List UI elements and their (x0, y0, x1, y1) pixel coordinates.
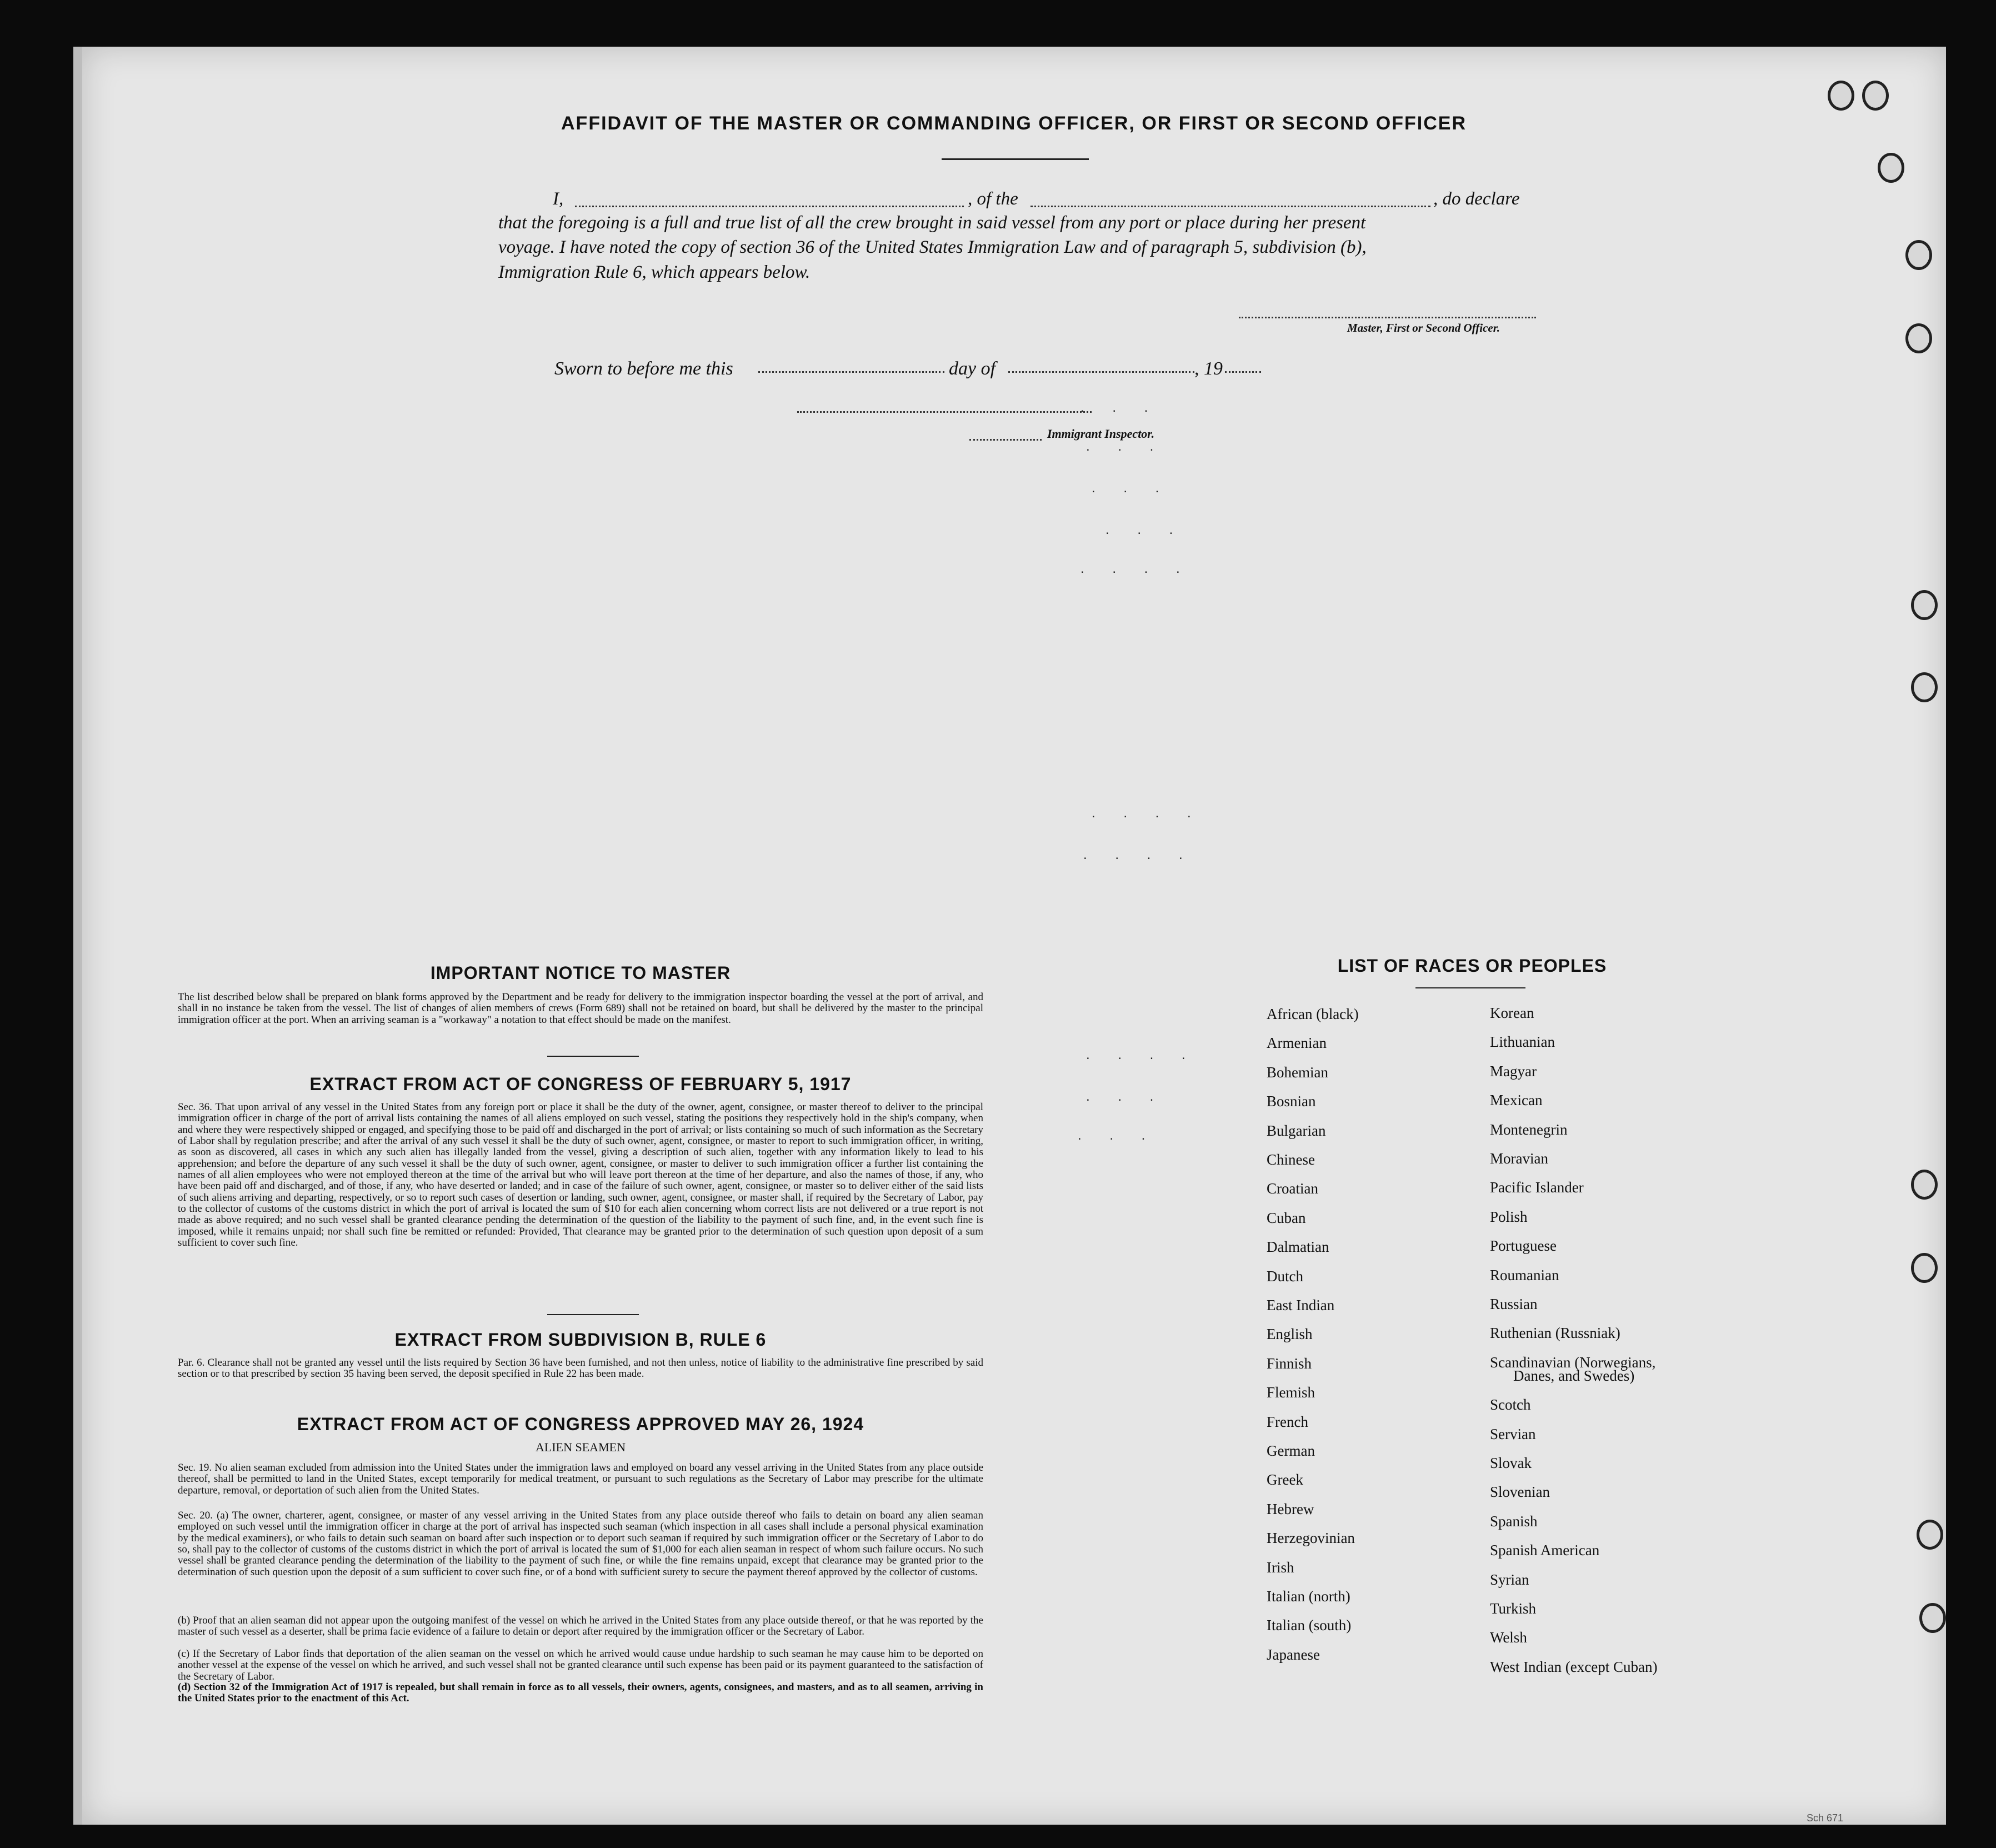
affidavit-line-4: Immigration Rule 6, which appears below. (498, 262, 811, 282)
race-item: Ruthenian (Russniak) (1490, 1325, 1620, 1342)
sec20a-text: Sec. 20. (a) The owner, charterer, agent, consignee, or master of any vessel arriving in the United States from any place outside thereof who fails to detain on board any alien seaman employed on such vessel until the immigration officer in charge at the port of arrival has inspected such seaman (which inspection in all cases shall include a personal physical examination by the medical examiners), or who fails to detain such seaman on board after such inspection or to deport such seaman if required by such immigration officer or the Secretary of Labor to do so, shall pay to the collector of customs of the customs district in which the port of arrival is located the sum of $1,000 for each alien seaman in respect of whom such failure occurs. No such vessel shall be granted clearance pending the determination of the liability to the payment of such fine, or while the fine remains unpaid, except that clearance may be granted prior to the determination of such question upon the deposit of a sum sufficient to cover such fine, or of a bond with sufficient surety to secure the payment thereof approved by the collector of customs. (178, 1510, 983, 1578)
races-underline (1415, 987, 1525, 988)
race-item: Finnish (1267, 1355, 1312, 1372)
year-text: , 19 (1194, 358, 1223, 379)
race-item: Polish (1490, 1208, 1528, 1225)
master-label: Master, First or Second Officer. (1347, 321, 1500, 334)
binder-hole-icon (1878, 153, 1904, 183)
affidavit-declare: , do declare (1433, 189, 1520, 209)
race-item: Slovak (1490, 1455, 1532, 1471)
ghost-dots: . . . (1080, 400, 1160, 415)
race-item: Slovenian (1490, 1484, 1550, 1501)
race-item: Hebrew (1267, 1500, 1314, 1517)
race-item: Turkish (1490, 1600, 1537, 1617)
race-item: Bosnian (1267, 1093, 1316, 1110)
race-item: Cuban (1267, 1209, 1306, 1226)
race-item: Irish (1267, 1559, 1294, 1576)
sworn-day-field[interactable] (758, 371, 944, 373)
race-item: Lithuanian (1490, 1033, 1555, 1051)
rule6-text: Par. 6. Clearance shall not be granted any vessel until the lists required by Section 36 have been furnished, and not then unless, notice of liability to the administrative fine prescribed by said section or to that prescribed by section 35 having been served, the deposit specified in Rule 22 has been made. (178, 1357, 983, 1380)
race-item: Herzegovinian (1267, 1530, 1355, 1547)
sec20d-text: (d) Section 32 of the Immigration Act of 1917 is repealed, but shall remain in force as to all vessels, their owners, agents, consignees, and masters, and as to all seamen, arriving in the United States prior to the enactment of this Act. (178, 1681, 983, 1705)
race-item: Italian (north) (1267, 1588, 1350, 1605)
ghost-dots: . . . . (1083, 847, 1195, 862)
race-item: Italian (south) (1267, 1617, 1352, 1634)
rule6-title: EXTRACT FROM SUBDIVISION B, RULE 6 (394, 1330, 767, 1350)
binder-hole-icon (1862, 81, 1889, 111)
race-item: Armenian (1267, 1035, 1327, 1052)
race-item: Greek (1267, 1471, 1303, 1489)
race-item: Pacific Islander (1490, 1179, 1584, 1196)
race-item: Japanese (1267, 1646, 1320, 1663)
race-item: Scotch (1490, 1396, 1531, 1414)
sworn-text: Sworn to before me this (554, 358, 733, 379)
race-item: Dutch (1267, 1267, 1303, 1285)
binder-hole-icon (1828, 81, 1854, 111)
races-title: LIST OF RACES OR PEOPLES (1337, 956, 1607, 976)
race-item: Welsh (1490, 1629, 1527, 1646)
sworn-month-field[interactable] (1008, 371, 1194, 373)
race-item: Chinese (1267, 1151, 1315, 1168)
race-item: West Indian (except Cuban) (1490, 1658, 1658, 1675)
race-item: African (black) (1267, 1006, 1359, 1022)
affidavit-line-3: voyage. I have noted the copy of section 36 of the United States Immigration Law and of paragraph 5, subdivision (b), (498, 237, 1367, 257)
alien-seamen-subtitle: ALIEN SEAMEN (536, 1440, 626, 1454)
notice-title: IMPORTANT NOTICE TO MASTER (430, 963, 731, 983)
race-item: Flemish (1267, 1384, 1315, 1401)
race-item: Russian (1490, 1296, 1538, 1312)
ghost-dots: . . . (1105, 522, 1185, 537)
race-item: Spanish (1490, 1512, 1538, 1530)
affidavit-line-2: that the foregoing is a full and true list of all the crew brought in said vessel from any port or place during her present (498, 213, 1366, 233)
name-field[interactable] (575, 206, 964, 207)
inspector-signature-field[interactable] (797, 411, 1092, 413)
race-item: German (1267, 1442, 1315, 1459)
race-item: Moravian (1490, 1150, 1548, 1167)
affidavit-title: AFFIDAVIT OF THE MASTER OR COMMANDING OFFICER, OR FIRST OR SECOND OFFICER (561, 113, 1467, 134)
sec19-text: Sec. 19. No alien seaman excluded from admission into the United States under the immigration laws and employed on board any vessel arriving in the United States from any place outside thereof, shall be permitted to land in the United States, except temporarily for medical treatment, or pursuant to such regulations as the Secretary of Labor may prescribe for the ultimate departure, removal, or deportation of such alien from the United States. (178, 1462, 983, 1496)
binder-hole-icon (1905, 240, 1932, 270)
race-item: Bulgarian (1267, 1122, 1326, 1139)
race-item: Syrian (1490, 1571, 1529, 1588)
inspector-label: Immigrant Inspector. (1047, 427, 1155, 441)
form-code: Sch 671 (1807, 1812, 1844, 1824)
race-item: Montenegrin (1490, 1121, 1568, 1138)
race-item: English (1267, 1326, 1313, 1343)
race-item: East Indian (1267, 1297, 1335, 1313)
race-item: Mexican (1490, 1092, 1543, 1109)
race-item: Danes, and Swedes) (1513, 1367, 1635, 1384)
sec20b-text: (b) Proof that an alien seaman did not appear upon the outgoing manifest of the vessel on which he arrived in the United States from any place outside thereof, or that he was reported by the master of such vessel as a deserter, shall be prima facie evidence of a failure to detain or deport after required by the immigration officer or the Secretary of Labor. (178, 1615, 983, 1638)
ghost-dots: . . . . (1092, 806, 1203, 821)
affidavit-i: I, (553, 189, 564, 209)
section-divider (547, 1056, 639, 1057)
ghost-dots: . . . (1092, 481, 1172, 496)
binder-hole-icon (1905, 323, 1932, 353)
race-item: Portuguese (1490, 1237, 1557, 1255)
sworn-year-field[interactable] (1225, 371, 1261, 373)
ghost-dots: . . . . (1086, 1047, 1198, 1062)
ghost-dots: . . . (1086, 439, 1166, 454)
extract-1924-title: EXTRACT FROM ACT OF CONGRESS APPROVED MAY 26, 1924 (297, 1414, 864, 1434)
affidavit-of-the: , of the (968, 189, 1018, 209)
race-item: Dalmatian (1267, 1238, 1329, 1256)
ghost-dots: . . . (1078, 1128, 1158, 1143)
extract-1917-title: EXTRACT FROM ACT OF CONGRESS OF FEBRUARY 5, 1917 (309, 1074, 852, 1094)
inspector-name-field[interactable] (969, 439, 1042, 441)
master-signature-field[interactable] (1239, 317, 1536, 318)
binder-hole-icon (1911, 672, 1938, 702)
binder-hole-icon (1911, 1253, 1938, 1283)
race-item: Servian (1490, 1425, 1536, 1442)
race-item: Scandinavian (Norwegians, (1490, 1353, 1656, 1371)
race-item: Korean (1490, 1005, 1534, 1021)
race-item: Magyar (1490, 1062, 1537, 1080)
title-underline (942, 158, 1089, 160)
race-item: French (1267, 1413, 1308, 1430)
vessel-field[interactable] (1030, 206, 1430, 207)
extract-1917-text: Sec. 36. That upon arrival of any vessel in the United States from any foreign port or place it shall be the duty of the owner, agent, consignee, or master thereof to deliver to the principal immigration officer in charge of the port of arrival lists containing the names of all aliens employed on such vessel, stating the positions they respectively hold in the ship's company, when and where they were respectively shipped or engaged, and specifying those to be paid off and discharged in the port of arrival; or lists containing so much of such information as the Secretary of Labor shall by regulation prescribe; and after the arrival of any such vessel it shall be the duty of such owner, agent, consignee, or master to report to such immigration officer, in writing, as soon as discovered, all cases in which any such alien has illegally landed from the vessel, giving a description of such alien, together with any information likely to lead to his apprehension; and before the departure of any such vessel it shall be the duty of such owner, agent, consignee, or master to deliver to such immigration officer a further list containing the names of all alien employees who were not employed thereon at the time of the arrival but who will leave port thereon at the time of her departure, and also the names of those, if any, who have been paid off and discharged, and of those, if any, who have deserted or landed; and in case of the failure of such owner, agent, consignee, or master so to deliver either of the said lists of such aliens arriving and departing, respectively, or so to report such cases of desertion or landing, such owner, agent, consignee, or master shall, if required by the Secretary of Labor, pay to the collector of customs of the customs district in which the port of arrival is located the sum of $10 for each alien concerning whom correct lists are not delivered or a true report is not made as above required; and no such vessel shall be granted clearance pending the determination of the question of the liability to the payment of such fine, and, in the event such fine is imposed, while it remains unpaid; nor shall such fine be remitted or refunded: Provided, That clearance may be granted prior to the determination of such question upon deposit of a sum sufficient to cover such fine. (178, 1101, 983, 1248)
ghost-dots: . . . (1086, 1089, 1166, 1104)
ghost-dots: . . . . (1080, 561, 1192, 576)
binder-hole-icon (1919, 1603, 1946, 1633)
race-item: Roumanian (1490, 1266, 1559, 1283)
day-of-text: day of (949, 358, 996, 379)
race-item: Croatian (1267, 1180, 1318, 1197)
section-divider (547, 1314, 639, 1315)
race-item: Spanish American (1490, 1542, 1600, 1559)
race-item: Bohemian (1267, 1063, 1328, 1081)
binder-hole-icon (1917, 1520, 1943, 1550)
notice-text: The list described below shall be prepared on blank forms approved by the Department and be ready for delivery to the immigration inspector boarding the vessel at the port of arrival, and shall in no instance be taken from the vessel. The list of changes of alien members of crews (Form 689) shall not be retained on board, but shall be delivered by the master to the principal immigration officer at the port. When an arriving seaman is a "workaway" a notation to that effect should be made on the manifest. (178, 991, 983, 1026)
binder-hole-icon (1911, 1170, 1938, 1200)
binder-hole-icon (1911, 590, 1938, 620)
sec20c-text: (c) If the Secretary of Labor finds that deportation of the alien seaman on the vessel on which he arrived would cause undue hardship to such seaman he may cause him to be deported on another vessel at the expense of the vessel on which he arrived, and such vessel shall not be granted clearance until such expense has been paid or its payment guaranteed to the satisfaction of the Secretary of Labor. (178, 1648, 983, 1682)
